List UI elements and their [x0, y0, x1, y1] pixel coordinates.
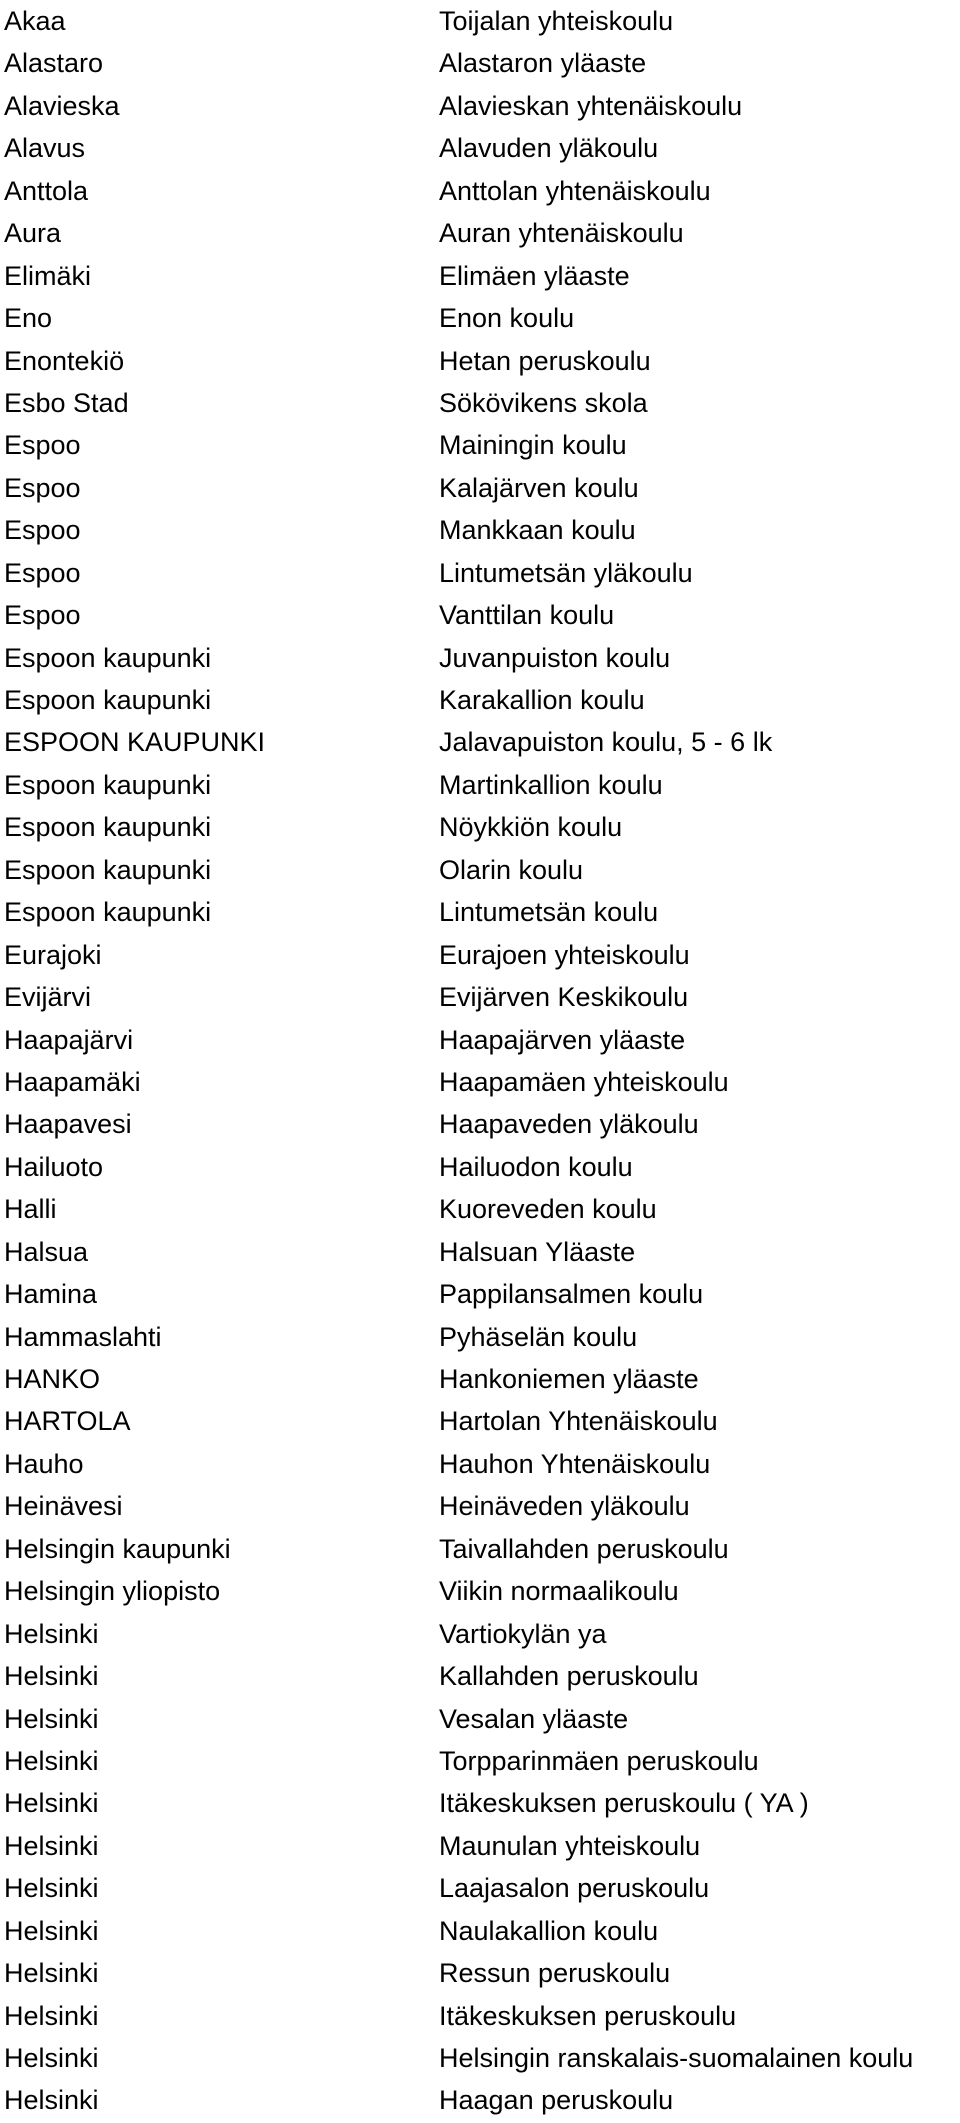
- list-row: [0, 679, 960, 721]
- municipality-cell: Espoo: [4, 600, 81, 631]
- municipality-cell: Helsinki: [4, 1661, 99, 1692]
- municipality-cell: Eno: [4, 303, 53, 334]
- list-row: [0, 976, 960, 1018]
- school-cell: Haagan peruskoulu: [439, 2085, 674, 2116]
- list-row: [0, 1528, 960, 1570]
- municipality-cell: Espoon kaupunki: [4, 642, 212, 673]
- municipality-cell: Esbo Stad: [4, 387, 129, 418]
- school-cell: Alavieskan yhtenäiskoulu: [439, 90, 743, 121]
- school-cell: Vesalan yläaste: [439, 1703, 629, 1734]
- list-row: [0, 1316, 960, 1358]
- list-row: [0, 1146, 960, 1188]
- list-row: [0, 721, 960, 763]
- list-row: [0, 1273, 960, 1315]
- list-row: [0, 2037, 960, 2079]
- municipality-cell: Anttola: [4, 175, 89, 206]
- school-cell: Laajasalon peruskoulu: [439, 1873, 710, 1904]
- municipality-cell: Helsingin yliopisto: [4, 1576, 221, 1607]
- list-row: [0, 1952, 960, 1994]
- municipality-cell: Hamina: [4, 1279, 98, 1310]
- school-cell: Mankkaan koulu: [439, 515, 636, 546]
- municipality-cell: Helsinki: [4, 2000, 99, 2031]
- school-cell: Taivallahden peruskoulu: [439, 1533, 729, 1564]
- school-cell: Anttolan yhtenäiskoulu: [439, 175, 711, 206]
- school-cell: Sökövikens skola: [439, 387, 648, 418]
- school-cell: Pyhäselän koulu: [439, 1321, 638, 1352]
- school-cell: Vartiokylän ya: [439, 1618, 607, 1649]
- list-row: [0, 2079, 960, 2121]
- municipality-cell: Elimäki: [4, 260, 92, 291]
- municipality-cell: Alavus: [4, 133, 86, 164]
- municipality-cell: Hauho: [4, 1448, 84, 1479]
- list-row: [0, 1443, 960, 1485]
- list-row: [0, 1485, 960, 1527]
- list-row: [0, 1019, 960, 1061]
- school-cell: Halsuan Yläaste: [439, 1236, 636, 1267]
- list-row: [0, 1188, 960, 1230]
- list-row: [0, 1825, 960, 1867]
- list-row: [0, 1061, 960, 1103]
- list-row: [0, 0, 960, 42]
- school-cell: Alavuden yläkoulu: [439, 133, 659, 164]
- school-cell: Jalavapuiston koulu, 5 - 6 lk: [439, 727, 773, 758]
- school-cell: Ressun peruskoulu: [439, 1958, 671, 1989]
- list-row: [0, 297, 960, 339]
- school-cell: Juvanpuiston koulu: [439, 642, 671, 673]
- school-cell: Itäkeskuksen peruskoulu: [439, 2000, 737, 2031]
- list-row: [0, 764, 960, 806]
- school-cell: Olarin koulu: [439, 854, 584, 885]
- list-row: [0, 1358, 960, 1400]
- school-cell: Kallahden peruskoulu: [439, 1661, 699, 1692]
- list-row: [0, 1655, 960, 1697]
- list-row: [0, 552, 960, 594]
- list-row: [0, 1231, 960, 1273]
- school-cell: Viikin normaalikoulu: [439, 1576, 679, 1607]
- municipality-cell: Hailuoto: [4, 1151, 104, 1182]
- municipality-cell: Espoo: [4, 430, 81, 461]
- school-cell: Hauhon Yhtenäiskoulu: [439, 1448, 711, 1479]
- school-cell: Karakallion koulu: [439, 685, 645, 715]
- school-cell: Evijärven Keskikoulu: [439, 982, 689, 1013]
- municipality-cell: Helsinki: [4, 1873, 99, 1904]
- municipality-cell: Espoon kaupunki: [4, 812, 212, 843]
- list-row: [0, 212, 960, 254]
- municipality-cell: Helsinki: [4, 2043, 99, 2073]
- school-cell: Hailuodon koulu: [439, 1151, 633, 1182]
- municipality-cell: Espoon kaupunki: [4, 685, 212, 715]
- list-row: [0, 1867, 960, 1909]
- municipality-cell: Helsinki: [4, 1745, 99, 1776]
- list-row: [0, 255, 960, 297]
- school-cell: Kalajärven koulu: [439, 472, 639, 503]
- school-cell: Alastaron yläaste: [439, 48, 647, 79]
- municipality-cell: Haapamäki: [4, 1066, 141, 1097]
- municipality-cell: Evijärvi: [4, 982, 92, 1013]
- municipality-cell: Halli: [4, 1194, 57, 1225]
- school-cell: Maunulan yhteiskoulu: [439, 1830, 701, 1861]
- municipality-cell: Alavieska: [4, 90, 120, 121]
- school-cell: Vanttilan koulu: [439, 600, 615, 631]
- list-row: [0, 1782, 960, 1824]
- municipality-cell: Haapajärvi: [4, 1024, 134, 1055]
- school-cell: Pappilansalmen koulu: [439, 1279, 704, 1310]
- municipality-cell: Espoon kaupunki: [4, 769, 212, 800]
- school-cell: Mainingin koulu: [439, 430, 627, 461]
- municipality-cell: HANKO: [4, 1364, 101, 1394]
- school-cell: Hartolan Yhtenäiskoulu: [439, 1406, 718, 1437]
- school-cell: Auran yhtenäiskoulu: [439, 218, 684, 249]
- list-row: [0, 1698, 960, 1740]
- school-cell: Lintumetsän koulu: [439, 897, 659, 928]
- list-row: [0, 42, 960, 84]
- municipality-cell: HARTOLA: [4, 1406, 131, 1437]
- municipality-cell: Eurajoki: [4, 939, 102, 970]
- list-row: [0, 849, 960, 891]
- list-row: [0, 806, 960, 848]
- list-row: [0, 637, 960, 679]
- municipality-cell: Halsua: [4, 1236, 89, 1267]
- list-row: [0, 85, 960, 127]
- school-cell: Nöykkiön koulu: [439, 812, 623, 843]
- list-row: [0, 1400, 960, 1442]
- municipality-cell: Helsinki: [4, 1915, 99, 1946]
- list-row: [0, 170, 960, 212]
- municipality-cell: Heinävesi: [4, 1491, 123, 1522]
- list-row: [0, 467, 960, 509]
- list-row: [0, 1740, 960, 1782]
- municipality-cell: Helsinki: [4, 1958, 99, 1989]
- municipality-cell: Espoon kaupunki: [4, 854, 212, 885]
- municipality-cell: Akaa: [4, 6, 66, 36]
- list-row: [0, 594, 960, 636]
- municipality-cell: Espoon kaupunki: [4, 897, 212, 928]
- list-row: [0, 127, 960, 169]
- municipality-cell: Haapavesi: [4, 1109, 132, 1140]
- municipality-cell: ESPOON KAUPUNKI: [4, 727, 266, 758]
- school-cell: Toijalan yhteiskoulu: [439, 6, 674, 36]
- list-row: [0, 1570, 960, 1612]
- municipality-cell: Espoo: [4, 472, 81, 503]
- municipality-cell: Helsinki: [4, 1703, 99, 1734]
- school-cell: Haapajärven yläaste: [439, 1024, 686, 1055]
- school-cell: Elimäen yläaste: [439, 260, 630, 291]
- list-row: [0, 1613, 960, 1655]
- school-cell: Enon koulu: [439, 303, 575, 334]
- list-row: [0, 382, 960, 424]
- municipality-cell: Aura: [4, 218, 62, 249]
- municipality-cell: Enontekiö: [4, 345, 125, 376]
- list-row: [0, 1103, 960, 1145]
- list-row: [0, 1995, 960, 2037]
- school-cell: Kuoreveden koulu: [439, 1194, 657, 1225]
- municipality-cell: Helsinki: [4, 1788, 99, 1819]
- municipality-cell: Helsinki: [4, 1830, 99, 1861]
- list-row: [0, 509, 960, 551]
- list-row: [0, 340, 960, 382]
- school-cell: Naulakallion koulu: [439, 1915, 659, 1946]
- school-cell: Haapaveden yläkoulu: [439, 1109, 699, 1140]
- municipality-cell: Helsinki: [4, 1618, 99, 1649]
- school-cell: Heinäveden yläkoulu: [439, 1491, 690, 1522]
- municipality-cell: Espoo: [4, 557, 81, 588]
- municipality-cell: Alastaro: [4, 48, 104, 79]
- school-cell: Martinkallion koulu: [439, 769, 663, 800]
- municipality-cell: Hammaslahti: [4, 1321, 162, 1352]
- school-cell: Hankoniemen yläaste: [439, 1364, 699, 1394]
- school-cell: Helsingin ranskalais-suomalainen koulu: [439, 2043, 914, 2073]
- list-row: [0, 934, 960, 976]
- school-cell: Eurajoen yhteiskoulu: [439, 939, 690, 970]
- municipality-cell: Helsingin kaupunki: [4, 1533, 231, 1564]
- school-cell: Hetan peruskoulu: [439, 345, 651, 376]
- municipality-cell: Espoo: [4, 515, 81, 546]
- municipality-cell: Helsinki: [4, 2085, 99, 2116]
- list-row: [0, 424, 960, 466]
- school-cell: Lintumetsän yläkoulu: [439, 557, 693, 588]
- school-cell: Torpparinmäen peruskoulu: [439, 1745, 759, 1776]
- list-row: [0, 891, 960, 933]
- school-cell: Haapamäen yhteiskoulu: [439, 1066, 729, 1097]
- list-row: [0, 1910, 960, 1952]
- school-cell: Itäkeskuksen peruskoulu ( YA ): [439, 1788, 809, 1819]
